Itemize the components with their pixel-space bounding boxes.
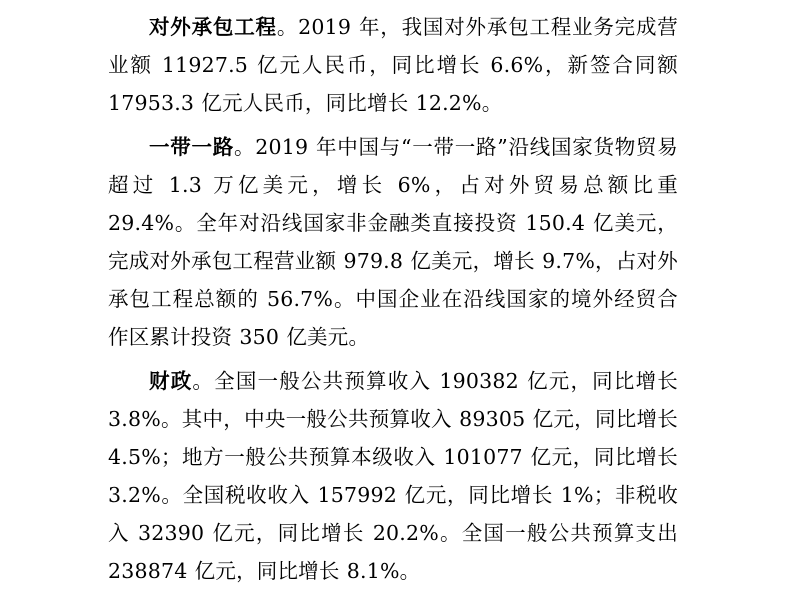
- paragraph-body-text: 。全国一般公共预算收入 190382 亿元，同比增长 3.8%。其中，中央一般公共预算收入 89305 亿元，同比增长 4.5%；地方一般公共预算本级收入 101077 亿元，同比增长 3.2%。全国税收收入 157992 亿元，同比增长 1%；非税收入 32390 亿元，同比增长 20.2%。全国一般公共预算支出 238874 亿元，同比增长 8.1%。: [108, 369, 678, 583]
- paragraph-body-text: 。2019 年，我国对外承包工程业务完成营业额 11927.5 亿元人民币，同比增长 6.6%，新签合同额 17953.3 亿元人民币，同比增长 12.2%。: [108, 15, 678, 115]
- paragraph-body-text: 。2019 年中国与“一带一路”沿线国家货物贸易超过 1.3 万亿美元，增长 6%，占对外贸易总额比重 29.4%。全年对沿线国家非金融类直接投资 150.4 亿美元，完成对外承包工程营业额 979.8 亿美元，增长 9.7%，占对外承包工程总额的 56.7%。中国企业在沿线国家的境外经贸合作区累计投资 350 亿美元。: [108, 135, 678, 349]
- paragraph-belt-and-road: [108, 128, 678, 356]
- paragraph-public-finance: [108, 362, 678, 590]
- paragraph-lead-label: 一带一路: [149, 135, 235, 159]
- paragraph-lead-label: 对外承包工程: [149, 15, 277, 39]
- paragraph-foreign-contracted-projects: [108, 8, 678, 122]
- paragraph-lead-label: 财政: [149, 369, 193, 393]
